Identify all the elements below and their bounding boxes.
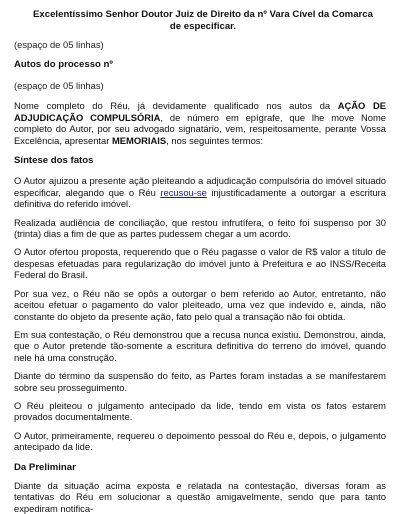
- section-heading-preliminar: Da Preliminar: [14, 461, 76, 473]
- document-header: [20, 9, 386, 32]
- intro-paragraph: [14, 100, 386, 146]
- case-reference: Autos do processo nº: [14, 59, 113, 71]
- fact-paragraph-3: O Autor ofertou proposta, requerendo que o Réu pagasse o valor de R$ valor a título de despesas efetuadas para regularização do imóvel junto à Prefeitura e ao INSS/Receita Federal do Brasil.: [14, 246, 386, 281]
- header-line-1: Excelentíssimo Senhor Doutor Juiz de Direito da nº Vara Cível da Comarca: [33, 9, 373, 20]
- action-name: AÇÃO DE ADJUDICAÇÃO COMPULSÓRIA: [14, 100, 386, 123]
- recusou-link[interactable]: recusou-se: [160, 186, 207, 198]
- preliminar-paragraph: Diante da situação acima exposta e relatada na contestação, diversas foram as tentativas do Réu em solucionar a questão amigavelmente, sendo que para tanto expediram notifica-: [14, 480, 386, 514]
- intro-text-a: Nome completo do Réu, já devidamente qualificado nos autos da: [14, 100, 338, 112]
- p1-text-b: injustificadamente a outorgar a escritura definitiva do referido imóvel.: [14, 186, 386, 210]
- fact-paragraph-7: O Réu pleiteou o julgamento antecipado da lide, tendo em vista os fatos estarem provados documentalmente.: [14, 399, 386, 423]
- fact-paragraph-4: Por sua vez, o Réu não se opôs a outorgar o bem referido ao Autor, entretanto, não aceitou efetuar o pagamento do valor pleiteado, uma vez que indevido e, ainda, não constante do objeto da presente ação, fato pelo qual a transação não foi obtida.: [14, 287, 386, 322]
- memoriais-label: MEMORIAIS: [111, 134, 167, 146]
- fact-paragraph-2: Realizada audiência de conciliação, que restou infrutífera, o feito foi suspenso por 30 (trinta) dias a fim de que as partes pudessem chegar a um acordo.: [14, 216, 386, 240]
- space-note-1: (espaço de 05 linhas): [14, 39, 104, 50]
- fact-paragraph-1: [14, 175, 386, 209]
- intro-text-b: , de número em epígrafe, que lhe move Nome completo do Autor, por seu advogado signatário, vem, respeitosamente, perante Vossa Excelência, apresentar: [14, 111, 386, 146]
- fact-paragraph-6: Diante do término da suspensão do feito, as Partes foram instadas a se manifestarem sobre seu prosseguimento.: [14, 370, 386, 393]
- space-note-2: (espaço de 05 linhas): [14, 79, 104, 91]
- p1-text-a: O Autor ajuizou a presente ação pleiteando a adjudicação compulsória do imóvel situado especificar, alegando que o Réu: [14, 175, 386, 198]
- fact-paragraph-5: Em sua contestação, o Réu demonstrou que a recusa nunca existiu. Demonstrou, ainda, que o Autor pretende tão-somente a escritura definitiva do terreno do imóvel, quando nele há uma construção.: [14, 328, 386, 363]
- header-line-2: de especificar.: [169, 20, 237, 32]
- intro-text-c: , nos seguintes termos:: [166, 134, 264, 146]
- fact-paragraph-8: O Autor, primeiramente, requereu o depoimento pessoal do Réu e, depois, o julgamento antecipado da lide.: [14, 429, 386, 453]
- section-heading-sintese: Síntese dos fatos: [14, 154, 94, 166]
